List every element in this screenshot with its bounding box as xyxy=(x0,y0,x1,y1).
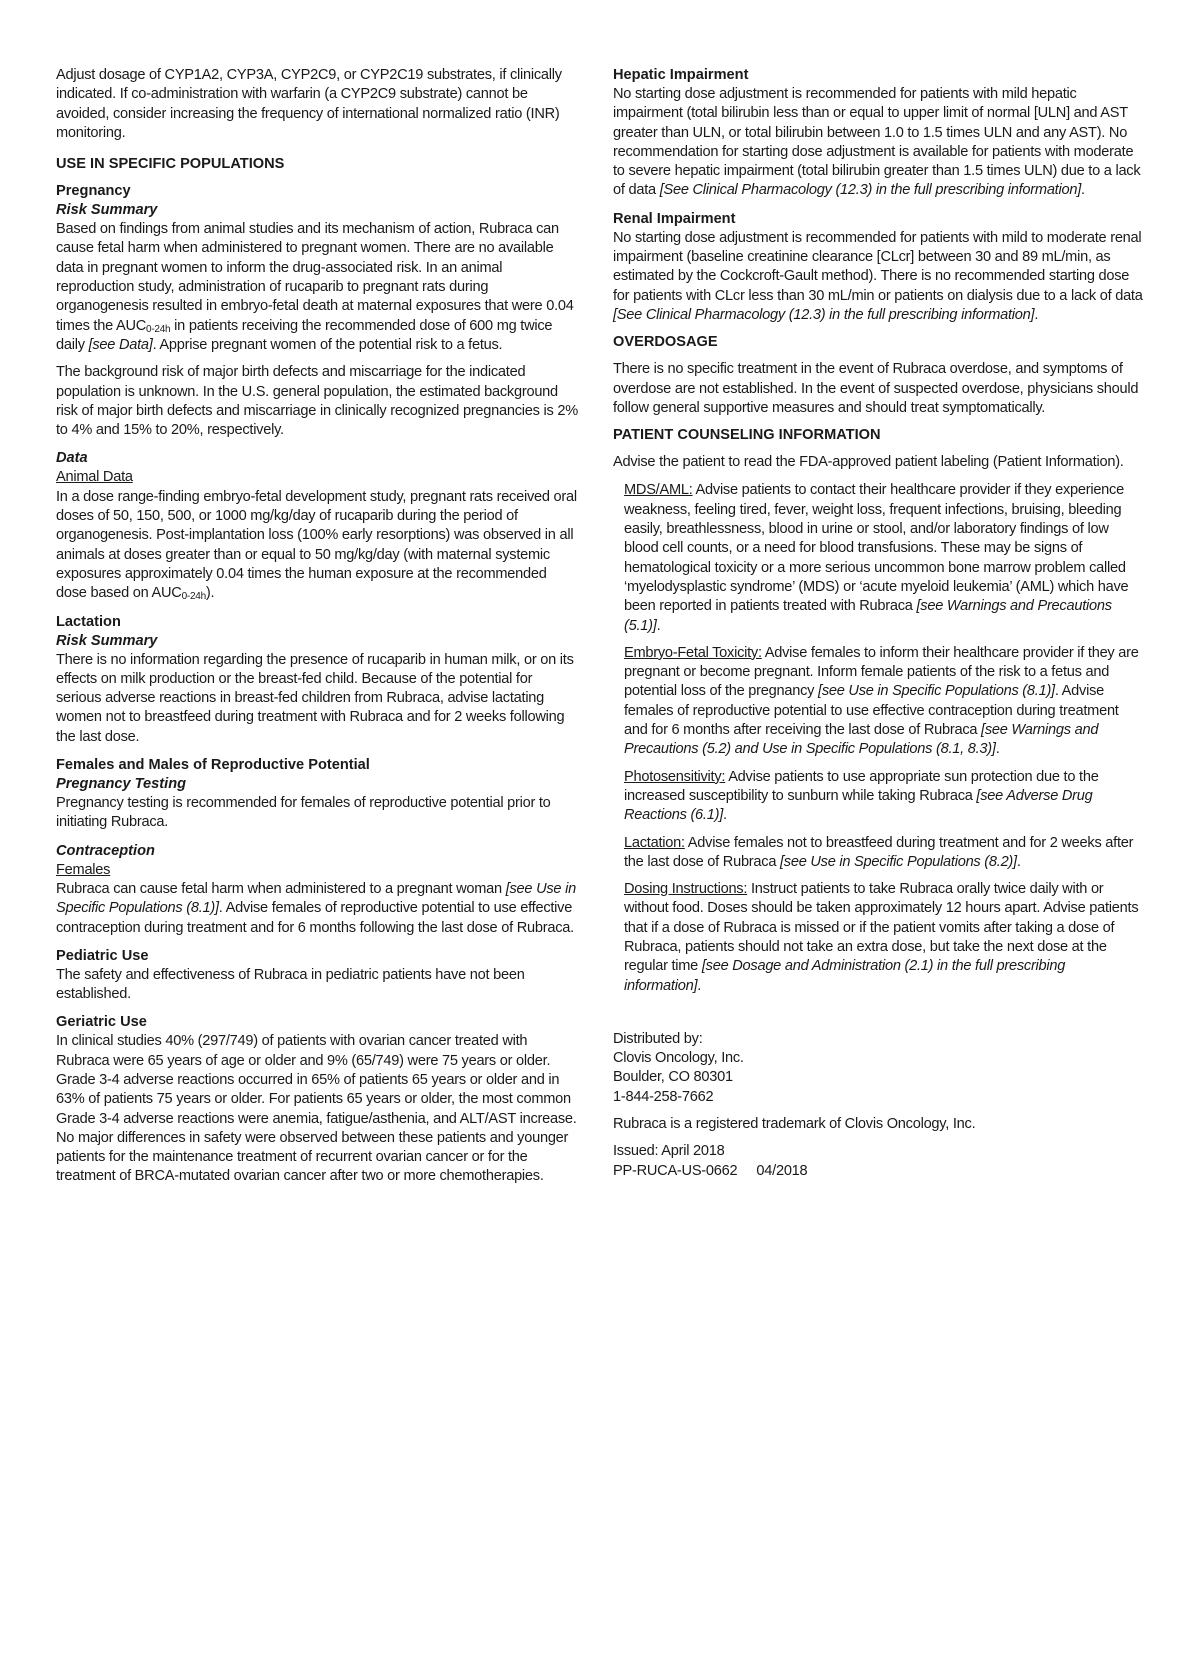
animal-data-paragraph: In a dose range-finding embryo-fetal development study, pregnant rats received oral doses of 50, 150, 500, or 1000 mg/kg/day of rucaparib during the period of organogenesis. Post-implantation loss (100% early resorptions) was observed in all animals at doses greater than or equal to 50 mg/kg/day (with maternal systemic exposures approximately 0.04 times the human exposure at the recommended dose based on $AUC_{0-24h}$). xyxy=(56,488,577,603)
hepatic-impairment-heading: Hepatic Impairment xyxy=(613,67,749,83)
hepatic-reference: [See Clinical Pharmacology (12.3) in the full prescribing information] xyxy=(659,182,1082,199)
see-data-reference: [see Data] xyxy=(88,336,153,353)
renal-impairment-paragraph: No starting dose adjustment is recommended for patients with mild to moderate renal impairment (baseline creatinine clearance [CLcr] between 30 and 89 mL/min, as estimated by the Cockcroft-Gault method). There is no recommended starting dose for patients with CLcr less than 30 mL/min or patients on dialysis due to a lack of data [See Clinical Pharmacology (12.3) in the full prescribing information]. xyxy=(613,229,1143,323)
contraception-paragraph: Rubraca can cause fetal harm when administered to a pregnant woman [see Use in Specific Populations (8.1)]. Advise females of reproductive potential to use effective contraception during treatment and for 6 months following the last dose of Rubraca. xyxy=(56,880,576,936)
dosing-reference: [see Dosage and Administration (2.1) in the full prescribing information] xyxy=(624,958,1066,994)
dosing-instructions-paragraph: Dosing Instructions: Instruct patients to take Rubraca orally twice daily with or without food. Doses should be taken approximately 12 hours apart. Advise patients that if a dose of Rubraca is missed or if the patient vomits after taking a dose of Rubraca, patients should not take an extra dose, but take the next dose at the regular time [see Dosage and Administration (2.1) in the full prescribing information]. xyxy=(624,881,1139,994)
contraception-reference: [see Use in Specific Populations (8.1)] xyxy=(56,880,576,917)
use-in-specific-populations-heading: USE IN SPECIFIC POPULATIONS xyxy=(56,156,285,173)
geriatric-use-paragraph: In clinical studies 40% (297/749) of patients with ovarian cancer treated with Rubraca were 65 years of age or older and 9% (65/749) were 75 years or older. Grade 3-4 adverse reactions occurred in 65% of patients 65 years or older and in 63% of patients 75 years or older. For patients 65 years or older, the most common Grade 3-4 adverse reactions were anemia, fatigue/asthenia, and ALT/AST increase. No major differences in safety were observed between these patients and younger patients for the maintenance treatment of recurrent ovarian cancer or for the treatment of BRCA-mutated ovarian cancer after two or more chemotherapies. xyxy=(56,1033,577,1185)
auc-subscript: 0-24h xyxy=(146,323,171,335)
mds-aml-label: MDS/AML: xyxy=(624,482,693,499)
company-address: Boulder, CO 80301 xyxy=(613,1069,733,1086)
females-males-heading: Females and Males of Reproductive Potential xyxy=(56,757,370,774)
embryo-fetal-reference-2: [see Warnings and Precautions (5.2) and Use in Specific Populations (8.1, 8.3)] xyxy=(624,722,1099,758)
patient-counseling-heading: PATIENT COUNSELING INFORMATION xyxy=(613,427,881,444)
company-name: Clovis Oncology, Inc. xyxy=(613,1050,744,1067)
counseling-intro-paragraph: Advise the patient to read the FDA-approved patient labeling (Patient Information). xyxy=(613,454,1124,471)
lactation-heading: Lactation xyxy=(56,613,121,630)
pediatric-use-heading: Pediatric Use xyxy=(56,947,149,964)
dosing-instructions-label: Dosing Instructions: xyxy=(624,881,748,898)
renal-impairment-heading: Renal Impairment xyxy=(613,210,736,227)
animal-data-heading: Animal Data xyxy=(56,469,133,486)
distribution-block xyxy=(613,1030,1143,1181)
photosensitivity-label: Photosensitivity: xyxy=(624,768,726,785)
data-heading: Data xyxy=(56,450,88,467)
photosensitivity-paragraph: Photosensitivity: Advise patients to use appropriate sun protection due to the increased susceptibility to sunburn while taking Rubraca [see Adverse Drug Reactions (6.1)]. xyxy=(624,768,1099,824)
pregnancy-risk-summary-heading: Risk Summary xyxy=(56,202,158,219)
pregnancy-heading: Pregnancy xyxy=(56,183,131,200)
embryo-fetal-reference-1: [see Use in Specific Populations (8.1)] xyxy=(818,683,1055,700)
left-column xyxy=(56,66,581,1187)
trademark-notice: Rubraca is a registered trademark of Clovis Oncology, Inc. xyxy=(613,1116,976,1133)
photosensitivity-reference: [see Adverse Drug Reactions (6.1)] xyxy=(624,787,1093,824)
cyp-adjust-paragraph: Adjust dosage of CYP1A2, CYP3A, CYP2C9, or CYP2C19 substrates, if clinically indicated. If co-administration with warfarin (a CYP2C9 substrate) cannot be avoided, consider increasing the frequency of international normalized ratio (INR) monitoring. xyxy=(56,67,562,141)
geriatric-use-heading: Geriatric Use xyxy=(56,1014,147,1031)
company-phone: 1-844-258-7662 xyxy=(613,1088,714,1105)
embryo-fetal-toxicity-paragraph: Embryo-Fetal Toxicity: Advise females to inform their healthcare provider if they are pregnant or become pregnant. Inform female patients of the risk to a fetus and potential loss of the pregnancy [see Use in Specific Populations (8.1)]. Advise females of reproductive potential to use effective contraception during treatment and for 6 months after receiving the last dose of Rubraca [see Warnings and Precautions (5.2) and Use in Specific Populations (8.1, 8.3)]. xyxy=(624,644,1139,758)
mds-aml-paragraph: MDS/AML: Advise patients to contact their healthcare provider if they experience weakness, feeling tired, fever, weight loss, frequent infections, bruising, bleeding easily, breathlessness, blood in urine or stool, and/or laboratory findings of low blood cell counts, or a need for blood transfusions. These may be signs of hematological toxicity or a more serious uncommon bone marrow problem called ‘myelodysplastic syndrome’ (MDS) or ‘acute myeloid leukemia’ (AML) which have been reported in patients treated with Rubraca [see Warnings and Precautions (5.1)]. xyxy=(624,482,1129,634)
pediatric-use-paragraph: The safety and effectiveness of Rubraca in pediatric patients have not been established. xyxy=(56,966,525,1003)
overdosage-heading: OVERDOSAGE xyxy=(613,334,718,351)
lactation-label: Lactation: xyxy=(624,834,685,851)
pregnancy-testing-paragraph: Pregnancy testing is recommended for females of reproductive potential prior to initiating Rubraca. xyxy=(56,795,551,831)
renal-reference: [See Clinical Pharmacology (12.3) in the full prescribing information] xyxy=(613,306,1035,323)
lactation-risk-summary-heading: Risk Summary xyxy=(56,632,158,649)
lactation-reference: [see Use in Specific Populations (8.2)] xyxy=(780,853,1017,870)
pregnancy-testing-heading: Pregnancy Testing xyxy=(56,776,187,793)
lactation-counseling-paragraph: Lactation: Advise females not to breastfeed during treatment and for 2 weeks after the last dose of Rubraca [see Use in Specific Populations (8.2)]. xyxy=(624,834,1134,870)
embryo-fetal-label: Embryo-Fetal Toxicity: xyxy=(624,644,762,661)
distributed-by: Distributed by: xyxy=(613,1030,703,1047)
pregnancy-risk-paragraph: Based on findings from animal studies and its mechanism of action, Rubraca can cause fetal harm when administered to pregnant women. There are no available data in pregnant women to inform the drug-associated risk. In an animal reproduction study, administration of rucaparib to pregnant rats during organogenesis resulted in embryo-fetal death at maternal exposures that were 0.04 times the $AUC_{0-24h}$ in patients receiving the recommended dose of 600 mg twice daily [see Data]. Apprise pregnant women of the potential risk to a fetus. xyxy=(56,221,574,353)
mds-aml-reference: [see Warnings and Precautions (5.1)] xyxy=(624,598,1112,634)
right-column xyxy=(613,66,1143,1181)
issued-date: Issued: April 2018 xyxy=(613,1143,725,1160)
contraception-heading: Contraception xyxy=(56,842,155,859)
hepatic-impairment-paragraph: No starting dose adjustment is recommended for patients with mild hepatic impairment (total bilirubin less than or equal to upper limit of normal [ULN] and AST greater than ULN, or total bilirubin between 1.0 to 1.5 times ULN and any AST). No recommendation for starting dose adjustment is available for patients with moderate to severe hepatic impairment (total bilirubin greater than 1.5 times ULN) due to a lack of data [See Clinical Pharmacology (12.3) in the full prescribing information]. xyxy=(613,86,1141,199)
overdosage-paragraph: There is no specific treatment in the event of Rubraca overdose, and symptoms of overdose are not established. In the event of suspected overdose, physicians should follow general supportive measures and should treat symptomatically. xyxy=(613,361,1139,416)
background-risk-paragraph: The background risk of major birth defects and miscarriage for the indicated population is unknown. In the U.S. general population, the estimated background risk of major birth defects and miscarriage in clinically recognized pregnancies is 2% to 4% and 15% to 20%, respectively. xyxy=(56,364,578,439)
auc-subscript: 0-24h xyxy=(181,591,206,603)
females-heading: Females xyxy=(56,861,111,878)
lactation-paragraph: There is no information regarding the presence of rucaparib in human milk, or on its effects on milk production or the breast-fed child. Because of the potential for serious adverse reactions in breast-fed children from Rubraca, advise lactating women not to breastfeed during treatment with Rubraca and for 2 weeks following the last dose. xyxy=(56,651,574,745)
document-code: PP-RUCA-US-0662 04/2018 xyxy=(613,1162,808,1179)
